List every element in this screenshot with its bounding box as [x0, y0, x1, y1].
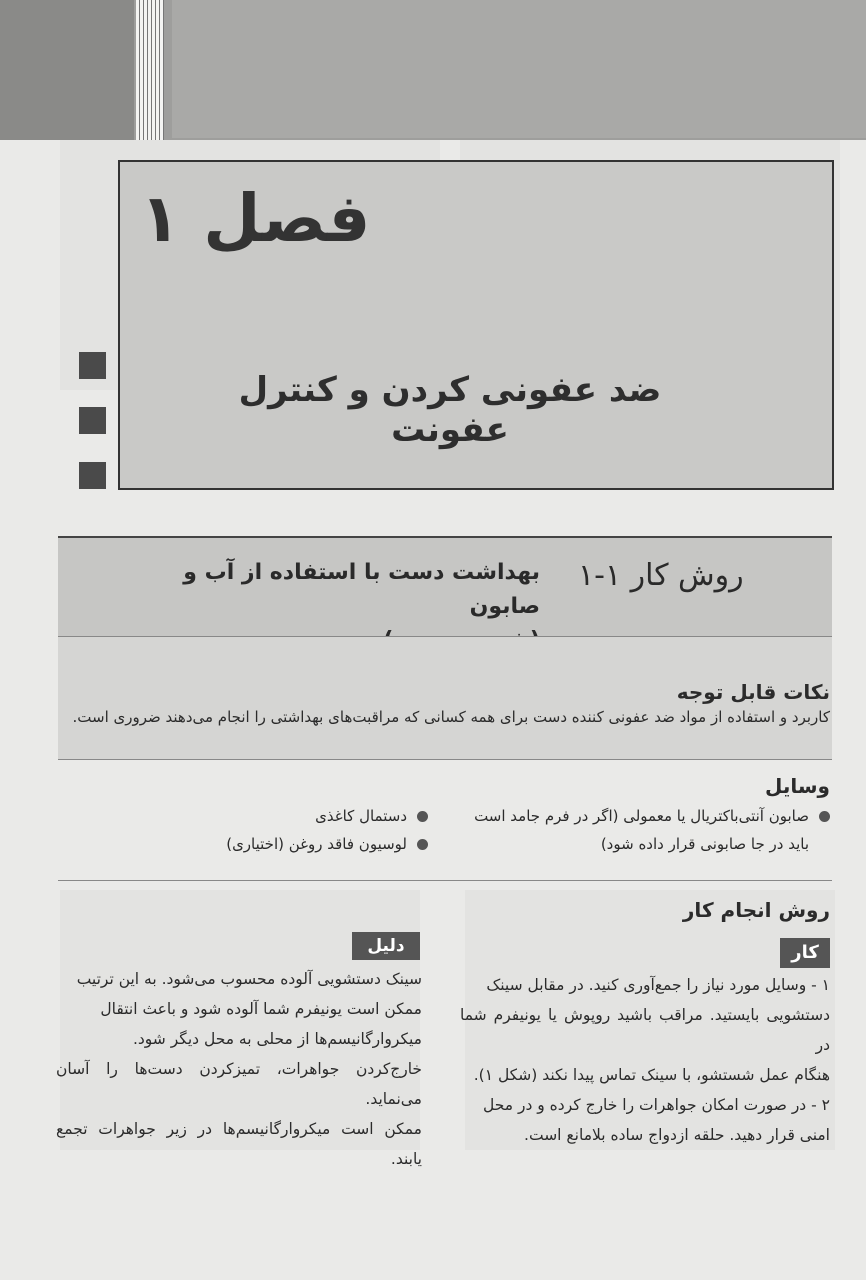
- action-column: [460, 970, 830, 1150]
- decor-square: [79, 352, 106, 379]
- bullet-icon: [819, 811, 830, 822]
- equipment-heading: وسایل: [765, 774, 830, 798]
- action-line: ۱ - وسایل مورد نیاز را جمع‌آوری کنید. در مقابل سینک: [486, 976, 830, 994]
- bullet-icon: [417, 811, 428, 822]
- top-right-band: [172, 0, 866, 138]
- equipment-item: لوسیون فاقد روغن (اختیاری): [208, 830, 428, 858]
- reason-line: ممکن است میکروارگانیسم‌ها در زیر جواهرات تجمع یابند.: [56, 1120, 422, 1168]
- reason-line: خارج‌کردن جواهرات، تمیزکردن دست‌ها را آسان می‌نماید.: [56, 1060, 422, 1108]
- bullet-icon: [417, 839, 428, 850]
- method-heading: روش انجام کار: [682, 898, 830, 922]
- chapter-number: فصل ۱: [140, 180, 371, 257]
- equipment-item: صابون آنتی‌باکتریال یا معمولی (اگر در فرم جامد است: [440, 802, 830, 830]
- equipment-item-continued: باید در جا صابونی قرار داده شود): [600, 835, 809, 853]
- chapter-title: ضد عفونی کردن و کنترل عفونت: [238, 370, 662, 450]
- procedure-title-line-1: بهداشت دست با استفاده از آب و صابون: [183, 560, 540, 619]
- action-line: ۲ - در صورت امکان جواهرات را خارج کرده و در محل: [482, 1096, 830, 1114]
- notes-text: کاربرد و استفاده از مواد ضد عفونی کننده دست برای همه کسانی که مراقبت‌های بهداشتی را انجام می‌دهند ضروری است.: [72, 708, 830, 726]
- equipment-list-left: [208, 802, 428, 858]
- reason-column: [56, 964, 422, 1174]
- reason-line: ممکن است یونیفرم شما آلوده شود و باعث انتقال: [100, 1000, 422, 1018]
- equipment-list-right: [440, 802, 830, 858]
- action-line: دستشویی بایستید. مراقب باشید روپوش یا یونیفرم شما در: [460, 1006, 830, 1054]
- notes-heading: نکات قابل توجه: [676, 680, 830, 704]
- section-divider: [58, 880, 832, 881]
- action-line: امنی قرار دهید. حلقه ازدواج ساده بلامانع است.: [524, 1126, 830, 1144]
- reason-line: میکروارگانیسم‌ها از محلی به محل دیگر شود.: [132, 1030, 422, 1048]
- top-band-left: [0, 0, 134, 140]
- decor-square: [79, 462, 106, 489]
- page-spine: [136, 0, 164, 140]
- decor-square: [79, 407, 106, 434]
- equipment-item: دستمال کاغذی: [208, 802, 428, 830]
- reason-tag: دلیل: [352, 932, 420, 960]
- reason-line: سینک دستشویی آلوده محسوب می‌شود. به این ترتیب: [76, 970, 422, 988]
- action-tag: کار: [780, 938, 830, 968]
- action-line: هنگام عمل شستشو، با سینک تماس پیدا نکند (شکل ۱).: [473, 1066, 830, 1084]
- procedure-label: روش کار ۱-۱: [578, 558, 744, 593]
